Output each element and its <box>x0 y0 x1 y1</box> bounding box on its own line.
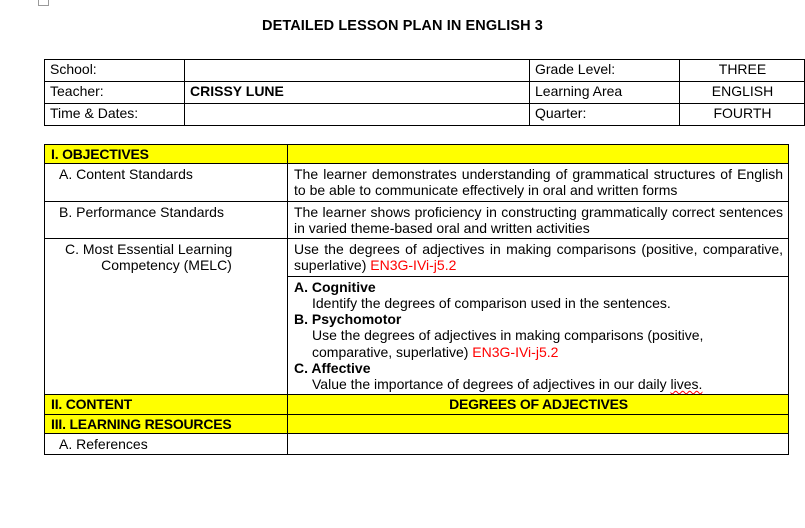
teacher-label: Teacher: <box>45 82 185 104</box>
objective-affective-body <box>294 376 783 392</box>
time-dates-value[interactable] <box>185 104 530 126</box>
content-section-value: DEGREES OF ADJECTIVES <box>288 395 789 414</box>
performance-standards-text: The learner shows proficiency in constructing grammatically correct sentences in varied theme-based oral and written activities <box>288 201 789 238</box>
content-section-label: II. CONTENT <box>45 395 288 414</box>
content-standards-text: The learner demonstrates understanding of grammatical structures of English to be able to communicate effectively in oral and written forms <box>288 164 789 201</box>
learning-area-value[interactable]: ENGLISH <box>680 82 805 104</box>
teacher-value[interactable]: CRISSY LUNE <box>185 82 530 104</box>
table-row-objectives-band <box>45 145 789 164</box>
melc-code: EN3G-IVi-j5.2 <box>370 257 457 274</box>
melc-statement: Use the degrees of adjectives in making comparisons (positive, comparative, superlative) <box>294 241 783 274</box>
lesson-plan-body-table <box>44 144 789 455</box>
objective-psychomotor-text: Use the degrees of adjectives in making comparisons (positive, comparative, superlative) <box>312 327 704 360</box>
references-label: A. References <box>45 433 288 454</box>
learning-area-label: Learning Area <box>530 82 680 104</box>
table-row-content-standards <box>45 164 789 201</box>
objective-psychomotor-body <box>294 327 783 359</box>
objectives-section-blank <box>288 145 789 164</box>
grade-level-label: Grade Level: <box>530 60 680 82</box>
time-dates-label: Time & Dates: <box>45 104 185 126</box>
learning-resources-section-blank <box>288 414 789 433</box>
melc-label-cell <box>45 239 288 395</box>
school-label: School: <box>45 60 185 82</box>
table-row <box>45 104 805 126</box>
melc-content-cell <box>288 239 789 395</box>
table-row-references <box>45 433 789 454</box>
objective-psychomotor-code: EN3G-IVi-j5.2 <box>472 343 559 360</box>
melc-label-line2: Competency (MELC) <box>101 257 232 274</box>
melc-statement-line <box>294 241 783 273</box>
objective-affective-heading: C. Affective <box>294 359 371 376</box>
grade-level-value[interactable]: THREE <box>680 60 805 82</box>
learning-resources-section-label: III. LEARNING RESOURCES <box>45 414 288 433</box>
objective-psychomotor-heading: B. Psychomotor <box>294 311 402 328</box>
melc-label-line1: C. Most Essential Learning <box>65 241 233 258</box>
performance-standards-label: B. Performance Standards <box>45 201 288 238</box>
school-value[interactable] <box>185 60 530 82</box>
melc-objectives-list <box>288 276 788 393</box>
lesson-header-table <box>44 59 805 126</box>
objective-cognitive-body: Identify the degrees of comparison used in the sentences. <box>312 294 671 311</box>
objective-affective-text-flagged: lives. <box>670 376 703 393</box>
table-row-learning-resources-band <box>45 414 789 433</box>
page-margin-mark <box>38 0 49 6</box>
references-value[interactable] <box>288 433 789 454</box>
table-row-melc <box>45 239 789 395</box>
objectives-section-label: I. OBJECTIVES <box>45 145 288 164</box>
quarter-label: Quarter: <box>530 104 680 126</box>
page-title: DETAILED LESSON PLAN IN ENGLISH 3 <box>262 18 543 34</box>
content-standards-label: A. Content Standards <box>45 164 288 201</box>
table-row <box>45 82 805 104</box>
objective-cognitive-heading: A. Cognitive <box>294 278 376 295</box>
quarter-value[interactable]: FOURTH <box>680 104 805 126</box>
table-row-performance-standards <box>45 201 789 238</box>
table-row <box>45 60 805 82</box>
objective-affective-text: Value the importance of degrees of adjectives in our daily <box>312 376 667 393</box>
table-row-content-band <box>45 395 789 414</box>
